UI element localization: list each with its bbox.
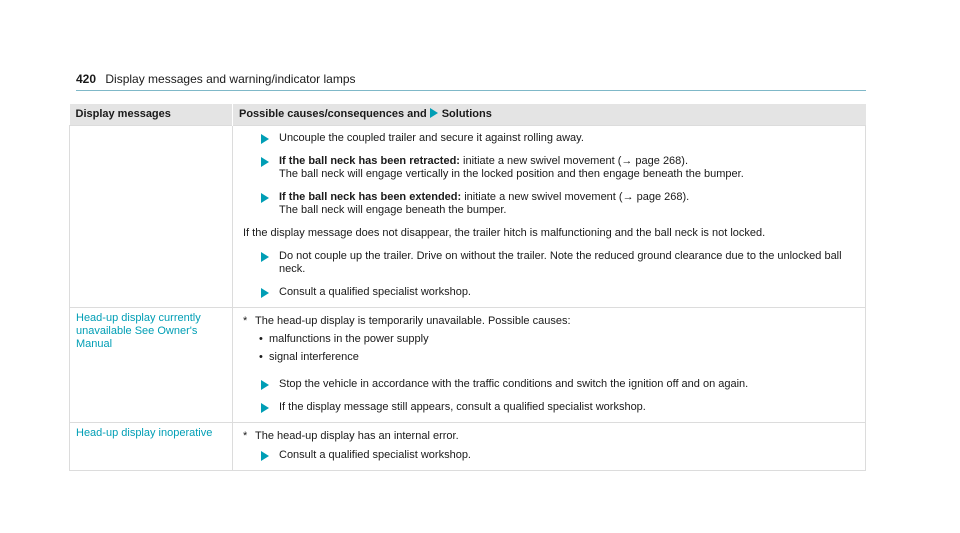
solutions-cell [233, 423, 866, 471]
solutions-cell [233, 308, 866, 423]
step-text: Uncouple the coupled trailer and secure it against rolling away. [279, 132, 584, 144]
footnote-star: * [243, 315, 248, 327]
step-detail: The ball neck will engage beneath the bumper. [279, 204, 507, 216]
col-header-solutions-text: Solutions [441, 108, 492, 120]
malfunction-note: If the display message does not disappear, the trailer hitch is malfunctioning and the ball neck is not locked. [243, 227, 766, 239]
step-text: Consult a qualified specialist workshop. [279, 449, 471, 461]
arrow-right-icon [261, 380, 269, 390]
step-condition: If the ball neck has been extended: [279, 191, 462, 203]
solution-step [239, 401, 859, 414]
cause-text: The head-up display has an internal error. [255, 430, 459, 442]
solution-step [239, 132, 859, 145]
table-row [70, 308, 866, 423]
arrow-right-icon [261, 193, 269, 203]
table-header-row [70, 104, 866, 126]
list-item-text: signal interference [269, 351, 359, 363]
page-header [76, 72, 356, 86]
step-condition: If the ball neck has been retracted: [279, 155, 460, 167]
list-item [239, 351, 859, 364]
solution-step [239, 378, 859, 391]
arrow-right-icon [261, 451, 269, 461]
step-text: Consult a qualified specialist workshop. [279, 286, 471, 298]
step-text: Stop the vehicle in accordance with the traffic conditions and switch the ignition off and on again. [279, 378, 749, 390]
list-item-text: malfunctions in the power supply [269, 333, 429, 345]
step-text: initiate a new swivel movement (→ page 268). [464, 191, 690, 203]
arrow-right-icon [261, 134, 269, 144]
message-cell [70, 126, 233, 308]
page-number: 420 [76, 72, 97, 86]
footnote-star: * [243, 430, 248, 442]
step-text: initiate a new swivel movement (→ page 268). [463, 155, 689, 167]
step-detail: The ball neck will engage vertically in the locked position and then engage beneath the bumper. [279, 168, 744, 180]
bullet-icon: • [259, 333, 263, 345]
cause-line [239, 430, 859, 443]
solution-step [239, 449, 859, 462]
display-messages-table [69, 104, 866, 471]
page-header-title: Display messages and warning/indicator lamps [105, 72, 356, 86]
solution-step [239, 286, 859, 299]
header-rule [76, 90, 866, 91]
arrow-right-icon [261, 288, 269, 298]
bullet-icon: • [259, 351, 263, 363]
col-header-display-messages: Display messages [70, 104, 233, 126]
step-text: Do not couple up the trailer. Drive on without the trailer. Note the reduced ground clearance due to the unlocked ball neck. [279, 250, 842, 275]
solution-step [239, 250, 859, 276]
col-header-causes-text: Possible causes/consequences and [239, 108, 427, 120]
arrow-right-icon [261, 157, 269, 167]
arrow-right-icon [430, 108, 438, 118]
step-text: If the display message still appears, consult a qualified specialist workshop. [279, 401, 646, 413]
list-item [239, 333, 859, 346]
table-row [70, 126, 866, 308]
arrow-right-icon [261, 403, 269, 413]
message-cell: Head-up display inoperative [70, 423, 233, 471]
solution-step [239, 155, 859, 181]
arrow-right-icon [261, 252, 269, 262]
cause-line [239, 315, 859, 328]
col-header-causes-solutions [233, 104, 866, 126]
solution-step [239, 191, 859, 217]
message-cell: Head-up display currently unavailable See Owner's Manual [70, 308, 233, 423]
table-row [70, 423, 866, 471]
cause-text: The head-up display is temporarily unavailable. Possible causes: [255, 315, 571, 327]
solutions-cell [233, 126, 866, 308]
